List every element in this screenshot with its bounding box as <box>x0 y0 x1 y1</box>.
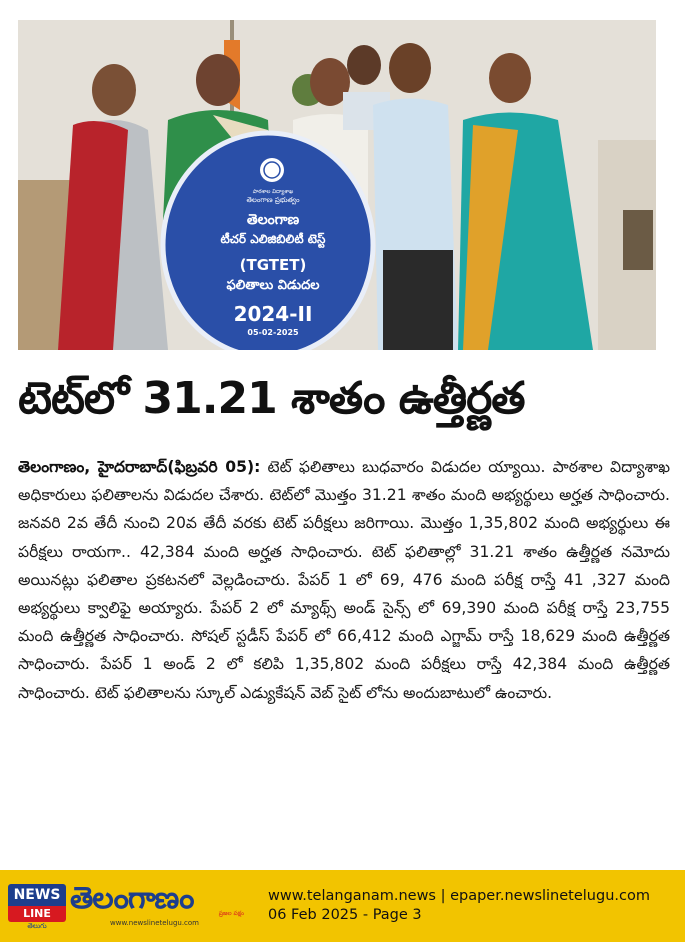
disc-line2: టీచర్ ఎలిజిబిలిటీ టెస్ట్ <box>220 232 326 246</box>
article-text: టెట్ ఫలితాలు బుధవారం విడుదల య్యాయి. పాఠశాల విద్యాశాఖ అధికారులు ఫలితాలను విడుదల చేశారు. టెట్‌లో మొత్తం 31.21 శాతం మంది అభ్యర్థులు అర్హత సాధించారు. జనవరి 2వ తేదీ నుంచి 20వ తేదీ వరకు టెట్ పరీక్షలు జరిగాయి. మొత్తం 1,35,802 మంది అభ్యర్థులు ఈ పరీక్షలు రాయగా.. 42,384 మంది అర్హత సాధించారు. టెట్ ఫలితాల్లో 31.21 శాతం ఉత్తీర్ణత నమోదు అయినట్లు ఫలితాల ప్రకటనలో వెల్లడించారు. పేపర్ 1 లో 69, 476 మంది పరీక్ష రాస్తే 41 ,327 మంది అభ్యర్థులు క్వాలిఫై అయ్యారు. పేపర్ 2 లో మ్యాథ్స్ అండ్ సైన్స్ లో 69,390 మంది పరీక్ష రాస్తే 23,755 మంది ఉత్తీర్ణత సాధించారు. సోషల్ స్టడీస్ పేపర్ లో 66,412 మంది ఎగ్జామ్ రాస్తే 18,629 మంది ఉత్తీర్ణత సాధించారు. పేపర్ 1 అండ్ 2 లో కలిపి 1,35,802 మంది పరీక్షలు రాస్తే 42,384 మంది ఉత్తీర్ణత సాధించారు. టెట్ ఫలితాలను స్కూల్ ఎడ్యుకేషన్ వెబ్ సైట్ లోను అందుబాటులో ఉంచారు. <box>18 458 670 702</box>
disc-emblem-line1: పాఠశాల విద్యాశాఖ <box>252 189 294 195</box>
footer-banner <box>0 870 685 942</box>
disc-line6: 05-02-2025 <box>247 328 299 337</box>
newsline-logo <box>8 884 66 928</box>
disc-line3: (TGTET) <box>239 256 307 274</box>
headline: టెట్‌లో 31.21 శాతం ఉత్తీర్ణత <box>18 373 525 424</box>
newsline-logo-top: NEWS <box>8 884 66 906</box>
photo-illustration <box>18 20 656 350</box>
brand-url: www.newslinetelugu.com <box>110 919 199 927</box>
brand-name: తెలంగాణం <box>70 881 194 916</box>
article-body <box>18 453 670 707</box>
brand-tagline: ప్రజల పక్షం <box>218 910 244 917</box>
disc-line4: ఫలితాలు విడుదల <box>226 278 320 293</box>
news-photo <box>18 20 656 350</box>
disc-line1: తెలంగాణ <box>246 212 300 228</box>
disc-line5: 2024-II <box>233 302 313 326</box>
disc-emblem-line2: తెలంగాణ ప్రభుత్వం <box>246 196 300 204</box>
article-dateline: తెలంగాణం, హైదరాబాద్(ఫిబ్రవరి 05): <box>18 458 261 476</box>
footer-websites[interactable]: www.telanganam.news | epaper.newslinetelugu.com <box>268 888 650 904</box>
footer-edition: 06 Feb 2025 - Page 3 <box>268 907 422 923</box>
newsline-logo-sub: తెలుగు <box>27 922 47 930</box>
footer-links <box>268 887 685 925</box>
telanganam-brand <box>70 880 250 932</box>
newsline-logo-bottom: LINE <box>8 906 66 922</box>
